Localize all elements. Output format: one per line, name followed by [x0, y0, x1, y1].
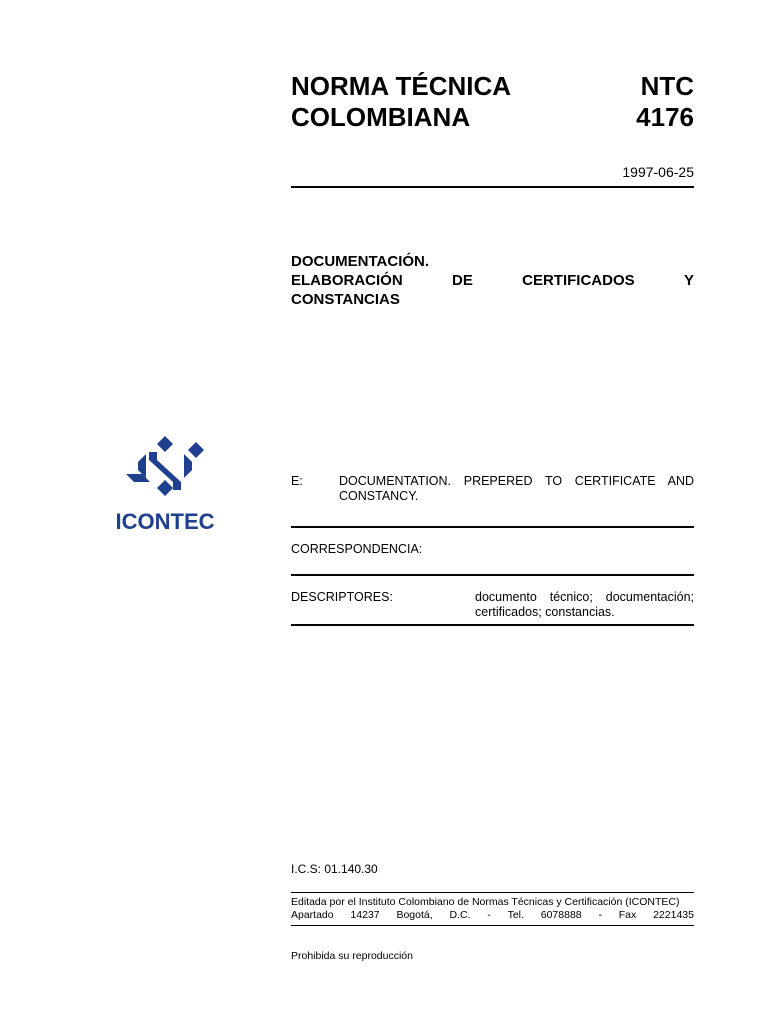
descriptores-label: DESCRIPTORES:	[291, 590, 393, 604]
standard-code-line2: 4176	[636, 102, 694, 132]
edition-info	[291, 896, 694, 922]
document-title-word: Y	[683, 272, 694, 289]
edition-word: Apartado	[291, 909, 334, 921]
header-divider	[291, 186, 694, 188]
descriptores-divider	[291, 624, 694, 626]
logo-wordmark: ICONTEC	[115, 509, 215, 534]
edition-word: -	[487, 909, 491, 921]
document-title-line1: DOCUMENTACIÓN.	[291, 253, 430, 270]
edition-line1: Editada por el Instituto Colombiano de Normas Técnicas y Certificación (ICONTEC)	[291, 896, 680, 908]
icontec-logo	[106, 434, 224, 534]
reproduction-notice: Prohibida su reproducción	[291, 950, 413, 962]
english-label: E:	[291, 474, 303, 488]
document-title	[291, 252, 694, 309]
document-title-word: CERTIFICADOS	[522, 272, 635, 289]
standard-title-line1: NORMA TÉCNICA	[291, 71, 512, 101]
edition-word: -	[598, 909, 602, 921]
edition-top-divider	[291, 892, 694, 893]
standard-title-line2: COLOMBIANA	[291, 102, 471, 132]
document-title-word: ELABORACIÓN	[291, 272, 403, 289]
correspondencia-divider	[291, 574, 694, 576]
document-title-word: DE	[451, 272, 473, 289]
standard-code-line1: NTC	[640, 71, 694, 101]
descriptores-text: documento técnico; documentación; certificados; constancias.	[475, 590, 694, 619]
document-title-line2	[291, 271, 694, 290]
edition-word: Tel.	[507, 909, 524, 921]
correspondencia-label: CORRESPONDENCIA:	[291, 542, 423, 556]
edition-bottom-divider	[291, 925, 694, 926]
standard-title	[291, 71, 571, 133]
edition-word: D.C.	[449, 909, 471, 921]
icontec-n-diamond-icon	[106, 434, 224, 534]
document-title-line3: CONSTANCIAS	[291, 291, 400, 308]
edition-word: 2221435	[653, 909, 694, 921]
edition-word: 6078888	[540, 909, 582, 921]
standard-code	[560, 71, 694, 133]
english-title: DOCUMENTATION. PREPERED TO CERTIFICATE AND CONSTANCY.	[339, 474, 694, 503]
edition-line2	[291, 909, 694, 922]
english-divider	[291, 526, 694, 528]
edition-word: Fax	[618, 909, 637, 921]
publication-date: 1997-06-25	[622, 164, 694, 180]
ics-code: I.C.S: 01.140.30	[291, 862, 378, 876]
edition-word: 14237	[350, 909, 380, 921]
edition-word: Bogotá,	[396, 909, 433, 921]
